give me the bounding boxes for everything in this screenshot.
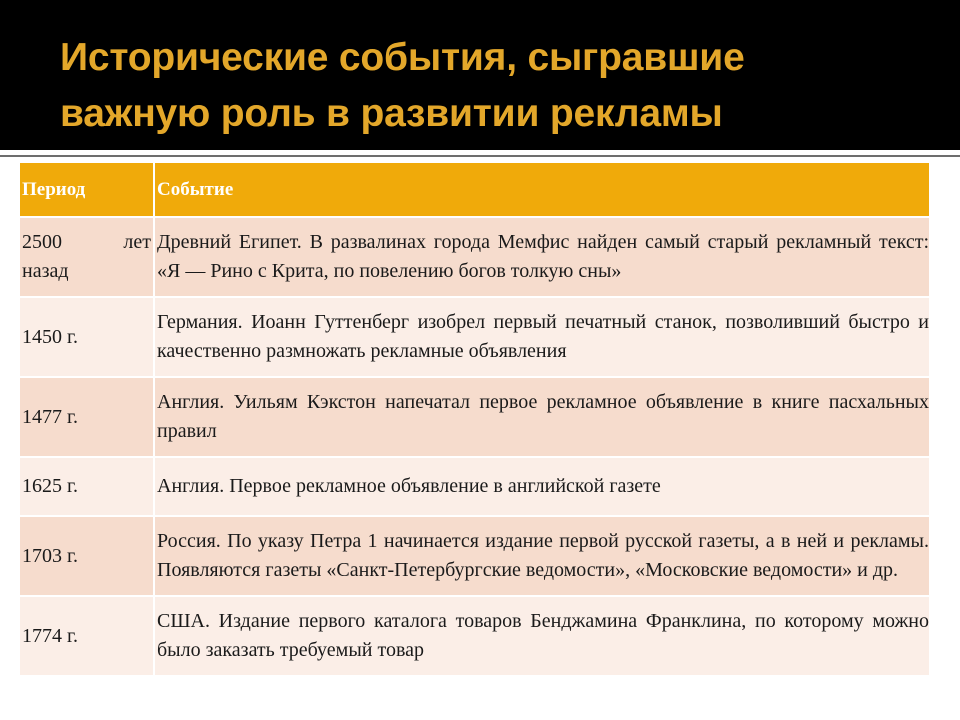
table-row (20, 596, 929, 675)
period-cell (20, 217, 154, 297)
period-cell: 1477 г. (20, 377, 154, 457)
header-event: Событие (154, 163, 929, 217)
period-cell: 1450 г. (20, 297, 154, 377)
title-divider (0, 155, 960, 157)
period-cell: 1703 г. (20, 516, 154, 596)
event-cell: США. Издание первого каталога товаров Бенджамина Франклина, по которому можно было заказать требуемый товар (154, 596, 929, 675)
period-unit: лет (123, 231, 151, 253)
period-suffix: назад (22, 260, 69, 282)
event-cell: Россия. По указу Петра 1 начинается издание первой русской газеты, а в ней и рекламы. Появляются газеты «Санкт-Петербургские ведомости», «Московские ведомости» и др. (154, 516, 929, 596)
header-period: Период (20, 163, 154, 217)
table-row (20, 377, 929, 457)
period-number: 2500 (22, 231, 62, 253)
event-cell: Древний Египет. В развалинах города Мемфис найден самый старый рекламный текст: «Я — Рино с Крита, по повелению богов толкую сны» (154, 217, 929, 297)
table-row (20, 217, 929, 297)
events-table (20, 163, 929, 675)
table-row (20, 297, 929, 377)
slide-title (60, 30, 940, 142)
table-header-row (20, 163, 929, 217)
slide-title-line-2: важную роль в развитии рекламы (60, 92, 723, 135)
table-row (20, 516, 929, 596)
slide-title-line-1: Исторические события, сыгравшие (60, 36, 745, 79)
event-cell: Англия. Первое рекламное объявление в английской газете (154, 457, 929, 516)
event-cell: Германия. Иоанн Гуттенберг изобрел первый печатный станок, позволивший быстро и качественно размножать рекламные объявления (154, 297, 929, 377)
period-cell: 1774 г. (20, 596, 154, 675)
event-cell: Англия. Уильям Кэкстон напечатал первое рекламное объявление в книге пасхальных правил (154, 377, 929, 457)
events-table-container (20, 163, 929, 675)
period-cell: 1625 г. (20, 457, 154, 516)
table-row (20, 457, 929, 516)
